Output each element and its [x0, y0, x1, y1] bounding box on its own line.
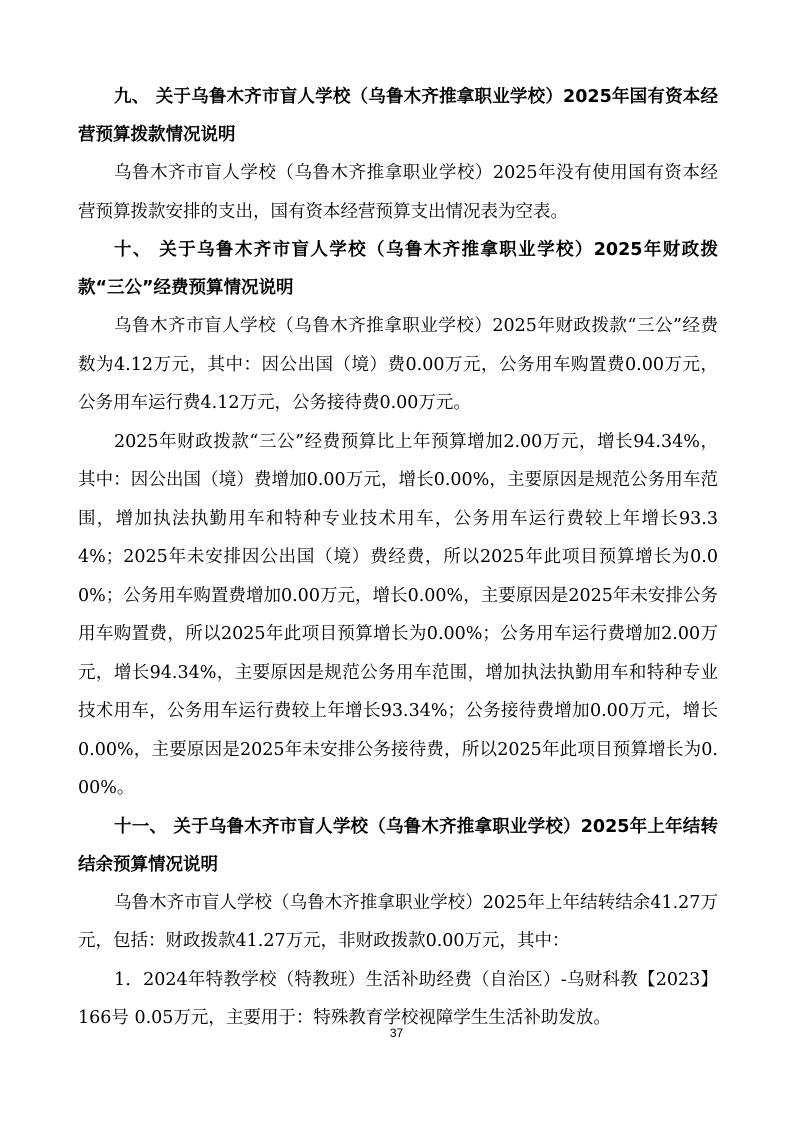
paragraph: 2025年财政拨款“三公”经费预算比上年预算增加2.00万元，增长94.34%，其中：因公出国（境）费增加0.00万元，增长0.00%，主要原因是规范公务用车范围，增加执法执勤用车和特种专业技术用车，公务用车运行费较上年增长93.34%；2025年未安排因公出国（境）费经费，所以2025年此项目预算增长为0.00%；公务用车购置费增加0.00万元，增长0.00%，主要原因是2025年未安排公务用车购置费，所以2025年此项目预算增长为0.00%；公务用车运行费增加2.00万元，增长94.34%，主要原因是规范公务用车范围，增加执法执勤用车和特种专业技术用车，公务用车运行费较上年增长93.34%；公务接待费增加0.00万元，增长0.00%，主要原因是2025年未安排公务接待费，所以2025年此项目预算增长为0.00%。 [78, 431, 718, 798]
paragraph: 乌鲁木齐市盲人学校（乌鲁木齐推拿职业学校）2025年上年结转结余41.27万元，包括：财政拨款41.27万元，非财政拨款0.00万元，其中： [78, 892, 718, 951]
paragraph: 1．2024年特教学校（特教班）生活补助经费（自治区）-乌财科教【2023】166号 0.05万元，主要用于：特殊教育学校视障学生生活补助发放。 [78, 969, 718, 1028]
paragraph: 乌鲁木齐市盲人学校（乌鲁木齐推拿职业学校）2025年财政拨款“三公”经费数为4.12万元，其中：因公出国（境）费0.00万元，公务用车购置费0.00万元，公务用车运行费4.12万元，公务接待费0.00万元。 [78, 316, 718, 413]
document-page [78, 78, 718, 1038]
section-heading-11: 十一、 关于乌鲁木齐市盲人学校（乌鲁木齐推拿职业学校）2025年上年结转结余预算情况说明 [78, 816, 718, 875]
section-heading-9: 九、 关于乌鲁木齐市盲人学校（乌鲁木齐推拿职业学校）2025年国有资本经营预算拨款情况说明 [78, 87, 718, 145]
paragraph: 乌鲁木齐市盲人学校（乌鲁木齐推拿职业学校）2025年没有使用国有资本经营预算拨款安排的支出，国有资本经营预算支出情况表为空表。 [78, 163, 718, 222]
page-number: 37 [389, 1026, 404, 1040]
section-heading-10: 十、 关于乌鲁木齐市盲人学校（乌鲁木齐推拿职业学校）2025年财政拨款“三公”经费预算情况说明 [78, 240, 718, 298]
